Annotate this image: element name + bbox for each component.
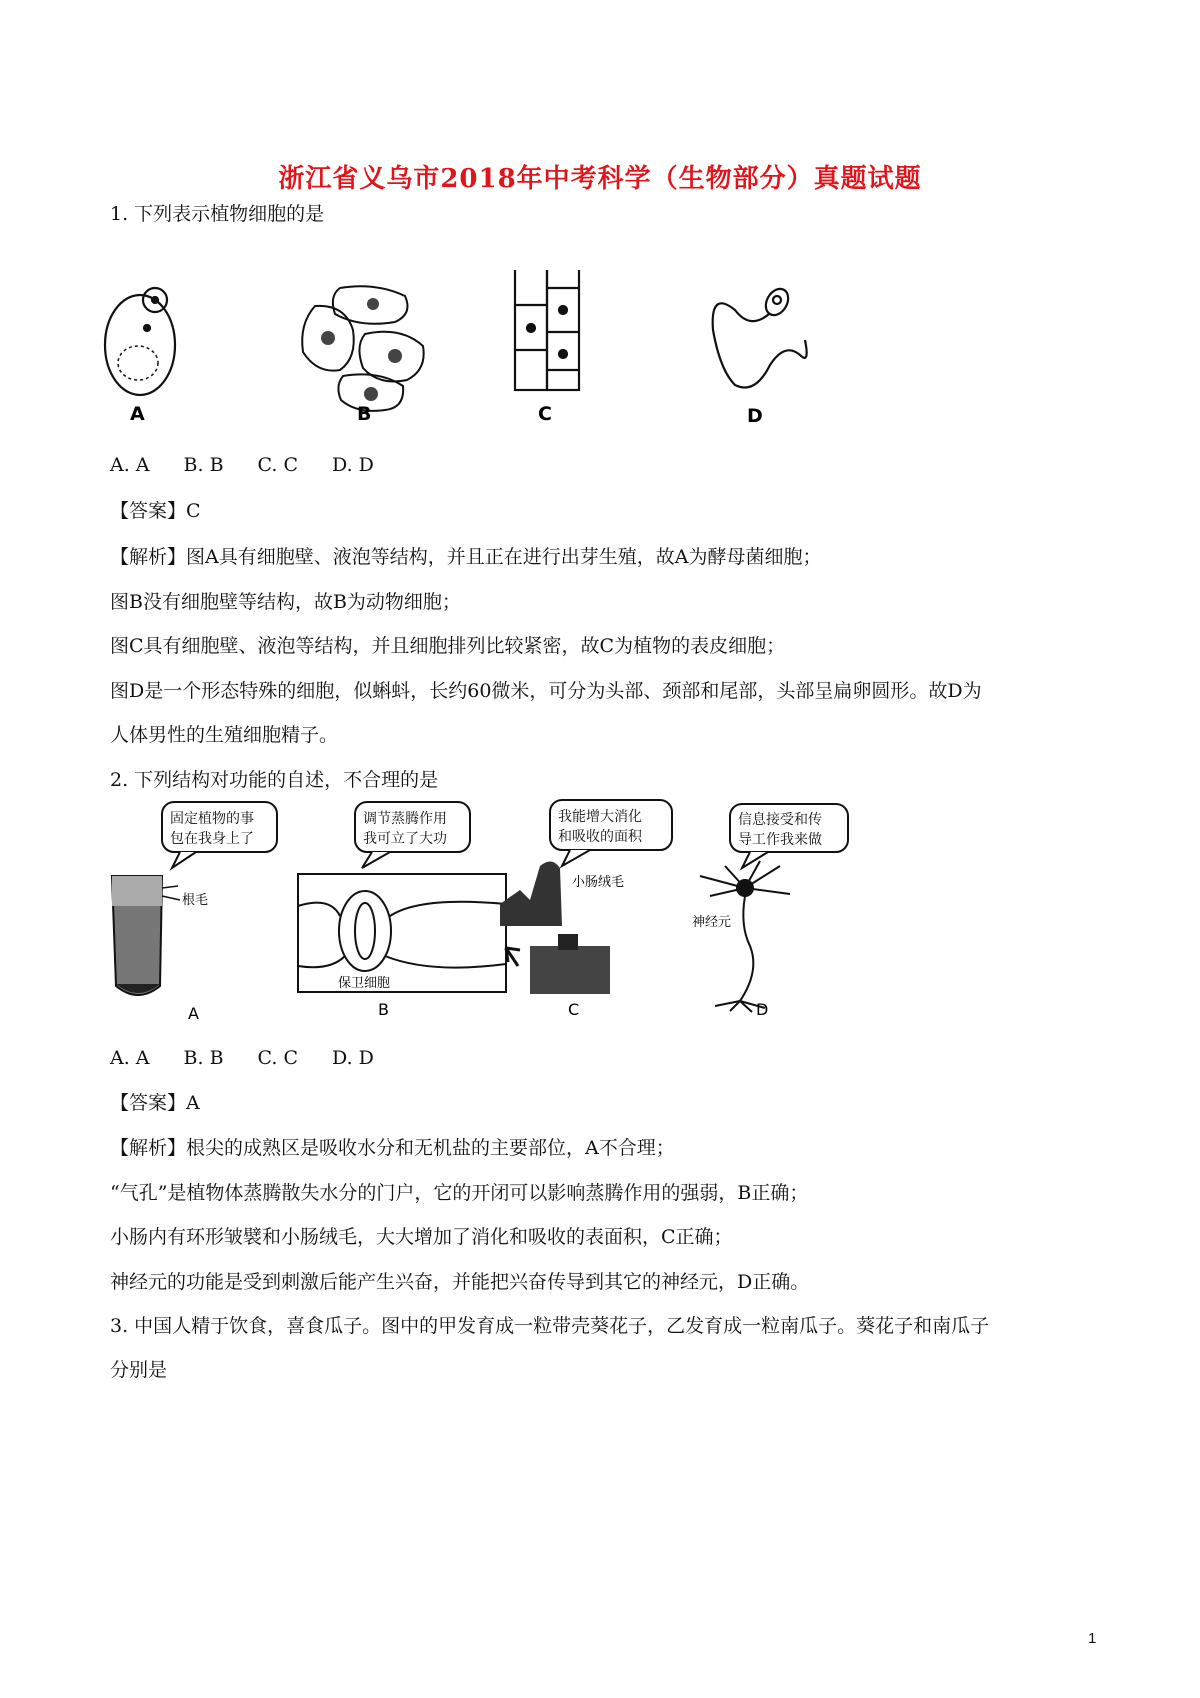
q3-stem-line: 分别是 bbox=[110, 1359, 168, 1381]
q2-answer: 【答案】A bbox=[110, 1092, 200, 1114]
q2-option-d: D. D bbox=[332, 1047, 374, 1069]
bubble-c-line: 和吸收的面积 bbox=[558, 829, 642, 845]
q1-analysis-line: 人体男性的生殖细胞精子。 bbox=[110, 724, 339, 746]
q1-analysis-line: 图C具有细胞壁、液泡等结构，并且细胞排列比较紧密，故C为植物的表皮细胞； bbox=[110, 635, 786, 657]
q1-figure bbox=[95, 270, 835, 440]
q1-option-a: A. A bbox=[110, 454, 150, 476]
q2-analysis-line: 小肠内有环形皱襞和小肠绒毛，大大增加了消化和吸收的表面积，C正确； bbox=[110, 1226, 733, 1248]
q2-figure bbox=[100, 796, 860, 1031]
bubble-b-line: 我可立了大功 bbox=[363, 831, 447, 847]
q1-option-c: C. C bbox=[257, 454, 299, 476]
q1-analysis-line: 图D是一个形态特殊的细胞，似蝌蚪，长约60微米，可分为头部、颈部和尾部，头部呈扁卵圆形。故D为 bbox=[110, 680, 982, 702]
q2-analysis-line: “气孔”是植物体蒸腾散失水分的门户，它的开闭可以影响蒸腾作用的强弱，B正确； bbox=[110, 1182, 809, 1204]
bubble-a-line: 包在我身上了 bbox=[170, 831, 254, 847]
q2-option-a: A. A bbox=[110, 1047, 150, 1069]
neuron-icon bbox=[700, 861, 790, 1012]
q1-option-b: B. B bbox=[183, 454, 224, 476]
q1-label-b: B bbox=[357, 403, 372, 425]
sperm-cell-icon bbox=[713, 285, 807, 388]
q1-options bbox=[110, 453, 408, 477]
plant-cells-icon bbox=[515, 270, 579, 390]
q2-label-b: B bbox=[378, 1000, 389, 1019]
animal-cells-icon bbox=[302, 286, 423, 411]
q1-label-c: C bbox=[538, 403, 552, 425]
bubble-a-line: 固定植物的事 bbox=[170, 811, 254, 827]
q2-analysis-line: 神经元的功能是受到刺激后能产生兴奋，并能把兴奋传导到其它的神经元，D正确。 bbox=[110, 1271, 810, 1293]
q2-label-a: A bbox=[188, 1004, 199, 1023]
q2-label-c: C bbox=[568, 1000, 580, 1019]
part-label-root-hair: 根毛 bbox=[182, 893, 209, 908]
stomata-icon bbox=[298, 874, 506, 992]
root-tip-icon bbox=[112, 876, 180, 995]
q2-option-c: C. C bbox=[257, 1047, 299, 1069]
page-number: 1 bbox=[1088, 1630, 1097, 1647]
bubble-b-line: 调节蒸腾作用 bbox=[363, 811, 447, 827]
part-label-villi: 小肠绒毛 bbox=[572, 875, 625, 890]
q1-option-d: D. D bbox=[332, 454, 374, 476]
page-title: 浙江省义乌市2018年中考科学（生物部分）真题试题 bbox=[278, 164, 922, 194]
bubble-d-line: 信息接受和传 bbox=[738, 812, 822, 828]
yeast-cell-icon bbox=[105, 288, 175, 395]
q2-label-d: D bbox=[756, 1000, 769, 1019]
q2-options bbox=[110, 1046, 408, 1070]
bubble-c-line: 我能增大消化 bbox=[558, 809, 642, 825]
q1-stem: 1. 下列表示植物细胞的是 bbox=[110, 203, 325, 225]
q3-stem-line: 3. 中国人精于饮食，喜食瓜子。图中的甲发育成一粒带壳葵花子，乙发育成一粒南瓜子。葵花子和南瓜子 bbox=[110, 1315, 990, 1337]
q1-analysis-line: 【解析】图A具有细胞壁、液泡等结构，并且正在进行出芽生殖，故A为酵母菌细胞； bbox=[110, 546, 822, 568]
q1-label-a: A bbox=[130, 403, 145, 425]
part-label-guard-cell: 保卫细胞 bbox=[338, 976, 391, 991]
q1-label-d: D bbox=[747, 405, 763, 427]
bubble-d-line: 导工作我来做 bbox=[738, 832, 822, 848]
q2-analysis-line: 【解析】根尖的成熟区是吸收水分和无机盐的主要部位，A不合理； bbox=[110, 1137, 675, 1159]
part-label-neuron: 神经元 bbox=[692, 915, 732, 930]
q2-option-b: B. B bbox=[183, 1047, 224, 1069]
q1-answer: 【答案】C bbox=[110, 500, 201, 522]
q2-stem: 2. 下列结构对功能的自述，不合理的是 bbox=[110, 769, 439, 791]
q1-analysis-line: 图B没有细胞壁等结构，故B为动物细胞； bbox=[110, 591, 461, 613]
